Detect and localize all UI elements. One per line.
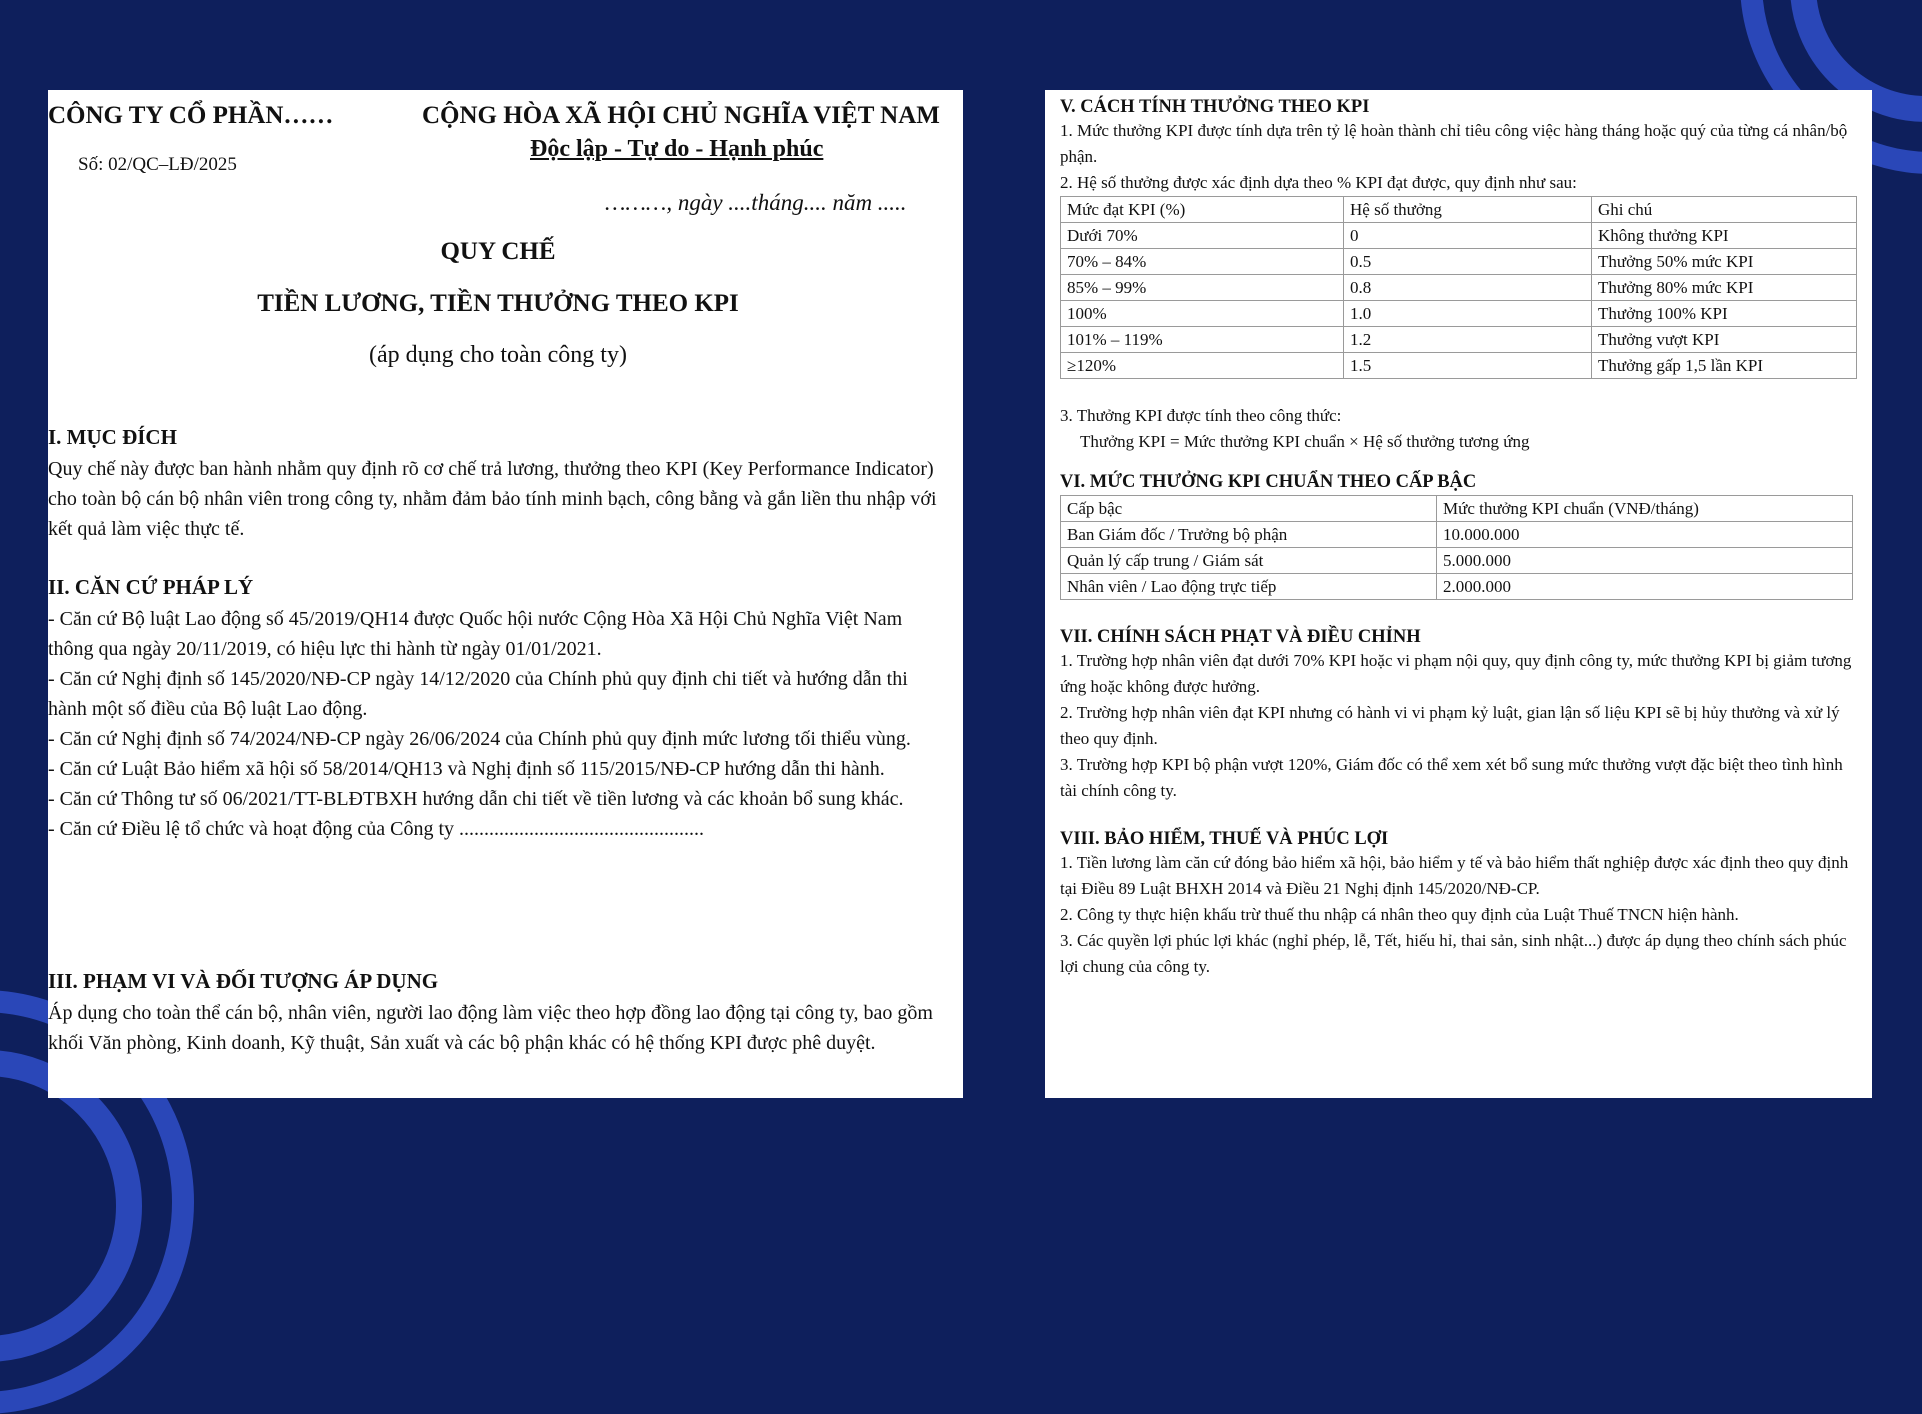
table-cell: 0.5 [1344, 249, 1592, 275]
table-cell: 1.0 [1344, 301, 1592, 327]
table-cell: Thưởng 50% mức KPI [1592, 249, 1857, 275]
list-item: 2. Trường hợp nhân viên đạt KPI nhưng có hành vi vi phạm kỷ luật, gian lận số liệu KPI sẽ bị hủy thưởng và xử lý theo quy định. [1060, 703, 1840, 748]
table-cell: 0 [1344, 223, 1592, 249]
section-penalties [1060, 626, 1857, 804]
section-legal-basis [48, 572, 948, 844]
paragraph: 3. Thưởng KPI được tính theo công thức: [1060, 406, 1342, 425]
nation-heading: CỘNG HÒA XÃ HỘI CHỦ NGHĨA VIỆT NAM [422, 102, 940, 129]
section-body: Áp dụng cho toàn thể cán bộ, nhân viên, người lao động làm việc theo hợp đồng lao động tại công ty, bao gồm khối Văn phòng, Kinh doanh, Kỹ thuật, Sản xuất và các bộ phận khác có hệ thống KPI được phê duyệt. [48, 1002, 933, 1054]
table-cell: 0.8 [1344, 275, 1592, 301]
table-row [1061, 223, 1857, 249]
list-item: - Căn cứ Nghị định số 145/2020/NĐ-CP ngày 14/12/2020 của Chính phủ quy định chi tiết và hướng dẫn thi hành một số điều của Bộ luật Lao động. [48, 668, 908, 720]
table-row [1061, 327, 1857, 353]
table-row [1061, 301, 1857, 327]
list-item: - Căn cứ Luật Bảo hiểm xã hội số 58/2014/QH13 và Nghị định số 115/2015/NĐ-CP hướng dẫn thi hành. [48, 758, 885, 780]
national-motto: Độc lập - Tự do - Hạnh phúc [530, 136, 824, 162]
list-item: - Căn cứ Bộ luật Lao động số 45/2019/QH14 được Quốc hội nước Cộng Hòa Xã Hội Chủ Nghĩa Việt Nam thông qua ngày 20/11/2019, có hiệu lực thi hành từ ngày 01/01/2021. [48, 608, 903, 660]
document-subtitle: TIỀN LƯƠNG, TIỀN THƯỞNG THEO KPI [257, 290, 739, 317]
section-heading: II. CĂN CỨ PHÁP LÝ [48, 575, 254, 599]
list-item: 3. Trường hợp KPI bộ phận vượt 120%, Giám đốc có thể xem xét bổ sung mức thưởng vượt đặc biệt theo tình hình tài chính công ty. [1060, 755, 1843, 800]
table-header-row [1061, 496, 1853, 522]
section-heading: VII. CHÍNH SÁCH PHẠT VÀ ĐIỀU CHỈNH [1060, 627, 1421, 647]
section-purpose [48, 422, 948, 544]
section-kpi-standard-by-rank [1060, 471, 1857, 600]
section-body: Quy chế này được ban hành nhằm quy định rõ cơ chế trả lương, thưởng theo KPI (Key Performance Indicator) cho toàn bộ cán bộ nhân viên trong công ty, nhằm đảm bảo tính minh bạch, công bằng và gắn liền thu nhập với kết quả làm việc thực tế. [48, 458, 937, 540]
document-page-left [48, 90, 963, 1098]
date-line: ………, ngày ....tháng.... năm ..... [605, 190, 907, 215]
document-page-right [1045, 90, 1872, 1098]
paragraph: 2. Hệ số thưởng được xác định dựa theo % KPI đạt được, quy định như sau: [1060, 173, 1577, 192]
column-header: Ghi chú [1592, 197, 1857, 223]
table-cell: ≥120% [1061, 353, 1344, 379]
section-scope [48, 966, 948, 1058]
table-cell: 1.2 [1344, 327, 1592, 353]
list-item: - Căn cứ Điều lệ tổ chức và hoạt động của Công ty ................................................. [48, 818, 705, 840]
table-cell: 5.000.000 [1437, 548, 1853, 574]
table-cell: 100% [1061, 301, 1344, 327]
column-header: Cấp bậc [1061, 496, 1437, 522]
list-item: - Căn cứ Nghị định số 74/2024/NĐ-CP ngày 26/06/2024 của Chính phủ quy định mức lương tối thiểu vùng. [48, 728, 911, 750]
table-cell: 85% – 99% [1061, 275, 1344, 301]
table-cell: 70% – 84% [1061, 249, 1344, 275]
table-cell: 1.5 [1344, 353, 1592, 379]
list-item: 2. Công ty thực hiện khấu trừ thuế thu nhập cá nhân theo quy định của Luật Thuế TNCN hiện hành. [1060, 905, 1739, 924]
table-cell: Không thưởng KPI [1592, 223, 1857, 249]
kpi-standard-table [1060, 495, 1853, 600]
list-item: 3. Các quyền lợi phúc lợi khác (nghỉ phép, lễ, Tết, hiếu hỉ, thai sản, sinh nhật...) được áp dụng theo chính sách phúc lợi chung của công ty. [1060, 931, 1847, 976]
kpi-coefficient-table [1060, 196, 1857, 379]
table-row [1061, 548, 1853, 574]
table-row [1061, 249, 1857, 275]
section-heading: I. MỤC ĐÍCH [48, 425, 177, 449]
table-row [1061, 353, 1857, 379]
table-row [1061, 574, 1853, 600]
table-cell: Dưới 70% [1061, 223, 1344, 249]
paragraph: 1. Mức thưởng KPI được tính dựa trên tỷ lệ hoàn thành chỉ tiêu công việc hàng tháng hoặc quý của từng cá nhân/bộ phận. [1060, 121, 1848, 166]
table-row [1061, 522, 1853, 548]
table-cell: Thưởng 100% KPI [1592, 301, 1857, 327]
table-cell: Quản lý cấp trung / Giám sát [1061, 548, 1437, 574]
list-item: - Căn cứ Thông tư số 06/2021/TT-BLĐTBXH hướng dẫn chi tiết về tiền lương và các khoản bổ sung khác. [48, 788, 904, 810]
section-heading: III. PHẠM VI VÀ ĐỐI TƯỢNG ÁP DỤNG [48, 969, 439, 993]
table-cell: 101% – 119% [1061, 327, 1344, 353]
section-heading: V. CÁCH TÍNH THƯỞNG THEO KPI [1060, 97, 1370, 117]
table-cell: Thưởng gấp 1,5 lần KPI [1592, 353, 1857, 379]
document-title: QUY CHẾ [440, 238, 556, 265]
table-row [1061, 275, 1857, 301]
table-cell: Nhân viên / Lao động trực tiếp [1061, 574, 1437, 600]
table-cell: Ban Giám đốc / Trưởng bộ phận [1061, 522, 1437, 548]
list-item: 1. Trường hợp nhân viên đạt dưới 70% KPI hoặc vi phạm nội quy, quy định công ty, mức thưởng KPI bị giảm tương ứng hoặc không được hưởng. [1060, 651, 1852, 696]
section-kpi-bonus-calc [1060, 96, 1857, 455]
section-heading: VI. MỨC THƯỞNG KPI CHUẨN THEO CẤP BẬC [1060, 472, 1477, 492]
scope-note: (áp dụng cho toàn công ty) [369, 342, 627, 368]
table-cell: Thưởng vượt KPI [1592, 327, 1857, 353]
company-name: CÔNG TY CỔ PHẦN…… [48, 102, 334, 129]
formula: Thưởng KPI = Mức thưởng KPI chuẩn × Hệ số thưởng tương ứng [1080, 432, 1530, 451]
column-header: Mức đạt KPI (%) [1061, 197, 1344, 223]
column-header: Mức thưởng KPI chuẩn (VNĐ/tháng) [1437, 496, 1853, 522]
section-heading: VIII. BẢO HIỂM, THUẾ VÀ PHÚC LỢI [1060, 829, 1389, 849]
table-header-row [1061, 197, 1857, 223]
section-insurance-tax-welfare [1060, 828, 1857, 980]
column-header: Hệ số thưởng [1344, 197, 1592, 223]
table-cell: 10.000.000 [1437, 522, 1853, 548]
table-cell: 2.000.000 [1437, 574, 1853, 600]
list-item: 1. Tiền lương làm căn cứ đóng bảo hiểm xã hội, bảo hiểm y tế và bảo hiểm thất nghiệp được xác định theo quy định tại Điều 89 Luật BHXH 2014 và Điều 21 Nghị định 145/2020/NĐ-CP. [1060, 853, 1849, 898]
document-number: Số: 02/QC–LĐ/2025 [78, 154, 237, 175]
table-cell: Thưởng 80% mức KPI [1592, 275, 1857, 301]
